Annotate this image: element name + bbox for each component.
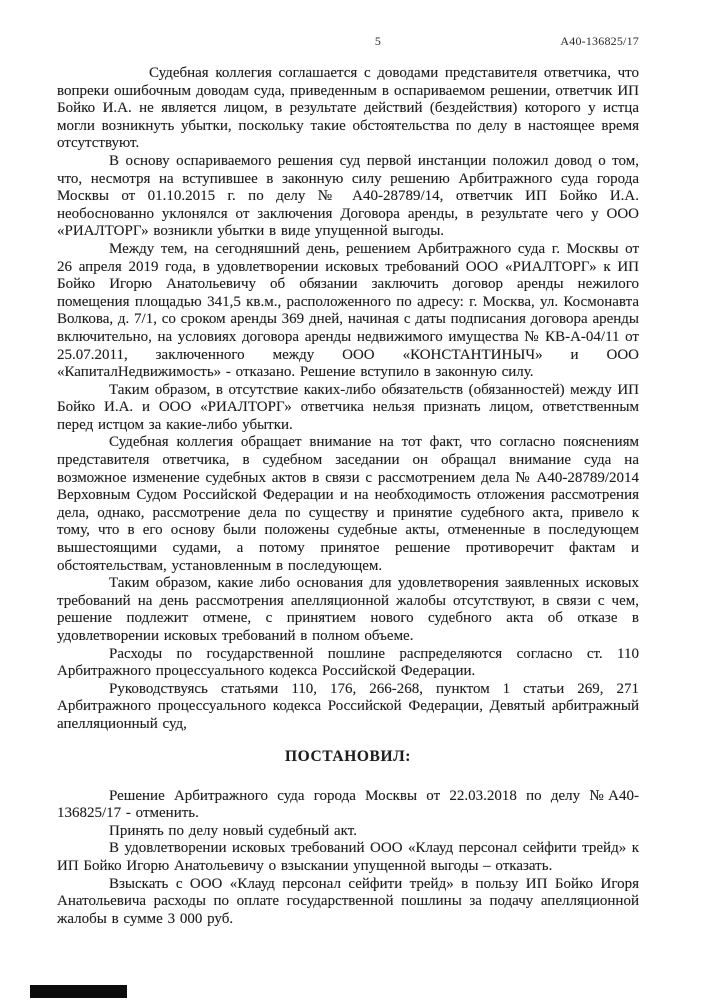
body-paragraph-1: Судебная коллегия соглашается с доводами представителя ответчика, что вопреки ошибочным доводам суда, приведенным в оспариваемом решении, ответчик ИП Бойко И.А. не является лицом, в результате действий (бездействия) которого у истца могли возникнуть убытки, поскольку такие обстоятельства по делу в настоящее время отсутствуют. — [57, 65, 639, 152]
body-paragraph-8: Руководствуясь статьями 110, 176, 266-268, пунктом 1 статьи 269, 271 Арбитражного процессуального кодекса Российской Федерации, Девятый арбитражный апелляционный суд, — [57, 680, 639, 732]
body-paragraph-4: Таким образом, в отсутствие каких-либо обязательств (обязанностей) между ИП Бойко И.А. и ООО «РИАЛТОРГ» ответчика нельзя признать лицом, ответственным перед истцом за какие-либо убытки. — [57, 381, 639, 433]
document-body — [57, 65, 639, 928]
resolution-heading: ПОСТАНОВИЛ: — [284, 747, 412, 765]
resolution-paragraph-3: В удовлетворении исковых требований ООО «Клауд персонал сейфити трейд» к ИП Бойко Игорю Анатольевичу о взыскании упущенной выгоды – отказать. — [57, 840, 639, 874]
body-paragraph-7: Расходы по государственной пошлине распределяются согласно ст. 110 Арбитражного процессуального кодекса Российской Федерации. — [57, 645, 639, 680]
body-paragraph-2: В основу оспариваемого решения суд первой инстанции положил довод о том, что, несмотря на вступившее в законную силу решению Арбитражного суда города Москвы от 01.10.2015 г. по делу № А40-28789/14, ответчик ИП Бойко И.А. необоснованно уклонялся от заключения Договора аренды, в результате чего у ООО «РИАЛТОРГ» возникли убытки в виде упущенной выгоды. — [57, 152, 639, 240]
case-number: А40-136825/17 — [560, 34, 639, 48]
scan-artifact-bar — [30, 985, 127, 998]
body-paragraph-5: Судебная коллегия обращает внимание на тот факт, что согласно пояснениям представителя ответчика, в судебном заседании он обращал внимание суда на возможное изменение судебных актов в связи с рассмотрением дела № А40-28789/2014 Верховным Судом Российской Федерации и на необходимость отложения рассмотрения дела, однако, рассмотрение дела по существу и принятие судебного акта, привело к тому, что в его основу были положены судебные акты, отмененные в последующем вышестоящими судами, а потому принятое решение противоречит фактам и обстоятельствам, установленным в последующем. — [57, 434, 639, 574]
resolution-paragraph-4: Взыскать с ООО «Клауд персонал сейфити трейд» в пользу ИП Бойко Игоря Анатольевича расходы по оплате государственной пошлины за подачу апелляционной жалобы в сумме 3 000 руб. — [57, 875, 639, 927]
page-content — [57, 34, 639, 928]
page-header — [57, 34, 639, 49]
body-paragraph-3: Между тем, на сегодняшний день, решением Арбитражного суда г. Москвы от 26 апреля 2019 года, в удовлетворении исковых требований ООО «РИАЛТОРГ» к ИП Бойко Игорю Анатольевичу об обязании заключить договор аренды нежилого помещения площадью 341,5 кв.м., расположенного по адресу: г. Москва, ул. Космонавта Волкова, д. 7/1, со сроком аренды 369 дней, начиная с даты подписания договора аренды включительно, на условиях договора аренды недвижимого имущества № КВ-А-04/11 от 25.07.2011, заключенного между ООО «КОНСТАНТИНЫЧ» и ООО «КапиталНедвижимость» - отказано. Решение вступило в законную силу. — [57, 240, 639, 381]
resolution-paragraph-2: Принять по делу новый судебный акт. — [109, 822, 357, 839]
body-paragraph-6: Таким образом, какие либо основания для удовлетворения заявленных исковых требований на день рассмотрения апелляционной жалобы отсутствуют, в связи с чем, решение подлежит отмене, с принятием нового судебного акта об отказе в удовлетворении исковых требований в полном объеме. — [57, 575, 639, 644]
resolution-paragraph-1: Решение Арбитражного суда города Москвы от 22.03.2018 по делу №А40-136825/17 - отменить. — [57, 787, 639, 822]
page-number: 5 — [374, 34, 382, 48]
